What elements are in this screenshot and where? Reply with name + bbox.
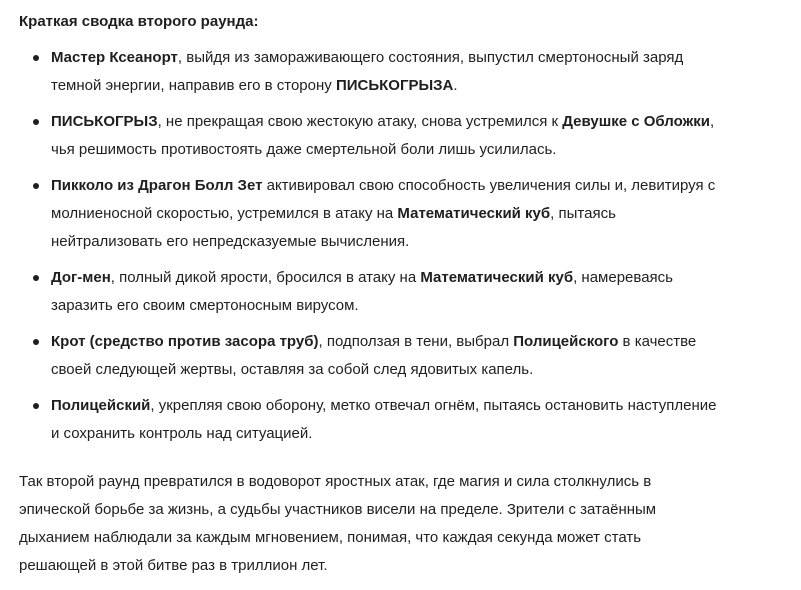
bullet-item: [19, 44, 771, 100]
bullet-list: [19, 44, 801, 448]
bullet-line: [51, 356, 771, 384]
bold-term: Математический куб: [420, 269, 574, 286]
bullet-line: [51, 44, 771, 72]
summary-line: Так второй раунд превратился в водоворот яростных атак, где магия и сила столкнулись в: [19, 473, 652, 490]
bullet-item: [19, 328, 771, 384]
summary-line: дыханием наблюдали за каждым мгновением, понимая, что каждая секунда может стать: [19, 529, 642, 546]
bullet-line: [51, 420, 771, 448]
bullet-item: [19, 108, 771, 164]
text-run: и сохранить контроль над ситуацией.: [51, 425, 313, 442]
text-run: , полный дикой ярости, бросился в атаку на: [110, 269, 421, 286]
text-run: .: [453, 77, 458, 94]
summary-line: решающей в этой битве раз в триллион лет.: [19, 557, 328, 574]
bullet-line: [51, 392, 771, 420]
text-run: , пытаясь: [550, 205, 616, 222]
bullet-line: [51, 228, 771, 256]
bold-term: ПИСЬКОГРЫЗ: [51, 113, 158, 130]
bullet-item: [19, 264, 771, 320]
text-run: молниеносной скоростью, устремился в атаку на: [51, 205, 398, 222]
bullet-line: [51, 108, 771, 136]
summary-line: эпической борьбе за жизнь, а судьбы участников висели на пределе. Зрители с затаённым: [19, 501, 657, 518]
section-heading: Краткая сводка второго раунда:: [19, 13, 259, 30]
text-run: ,: [709, 113, 715, 130]
text-run: , не прекращая свою жестокую атаку, снова устремился к: [157, 113, 563, 130]
bullet-line: [51, 328, 771, 356]
bullet-item: [19, 392, 771, 448]
bullet-line: [51, 172, 771, 200]
bold-term: Полицейский: [51, 397, 151, 414]
text-run: , укрепляя свою оборону, метко отвечал огнём, пытаясь остановить наступление: [150, 397, 717, 414]
text-run: заразить его своим смертоносным вирусом.: [51, 297, 359, 314]
bold-term: ПИСЬКОГРЫЗА: [335, 77, 454, 94]
bullet-item: [19, 172, 771, 256]
text-run: , намереваясь: [573, 269, 673, 286]
text-run: темной энергии, направив его в сторону: [51, 77, 336, 94]
bullet-line: [51, 264, 771, 292]
bold-term: Дог-мен: [51, 269, 111, 286]
bold-term: Крот (средство против засора труб): [51, 333, 319, 350]
bullet-dot-icon: [33, 403, 39, 409]
bullet-line: [51, 136, 771, 164]
bold-term: Девушке с Обложки: [562, 113, 710, 130]
bullet-dot-icon: [33, 55, 39, 61]
text-run: активировал свою способность увеличения силы и, левитируя с: [262, 177, 716, 194]
bold-term: Математический куб: [397, 205, 551, 222]
text-run: в качестве: [618, 333, 697, 350]
bold-term: Мастер Ксеанорт: [51, 49, 178, 66]
bold-term: Полицейского: [513, 333, 619, 350]
bullet-dot-icon: [33, 339, 39, 345]
bullet-dot-icon: [33, 183, 39, 189]
text-run: чья решимость противостоять даже смертельной боли лишь усилилась.: [51, 141, 557, 158]
bullet-line: [51, 200, 771, 228]
text-run: своей следующей жертвы, оставляя за собой след ядовитых капель.: [51, 361, 534, 378]
bullet-line: [51, 72, 771, 100]
bullet-line: [51, 292, 771, 320]
bullet-dot-icon: [33, 275, 39, 281]
text-run: , выйдя из замораживающего состояния, выпустил смертоносный заряд: [177, 49, 684, 66]
bullet-dot-icon: [33, 119, 39, 125]
bold-term: Пикколо из Драгон Болл Зет: [51, 177, 263, 194]
summary-paragraph: [19, 468, 719, 580]
text-run: нейтрализовать его непредсказуемые вычисления.: [51, 233, 410, 250]
text-run: , подползая в тени, выбрал: [318, 333, 514, 350]
